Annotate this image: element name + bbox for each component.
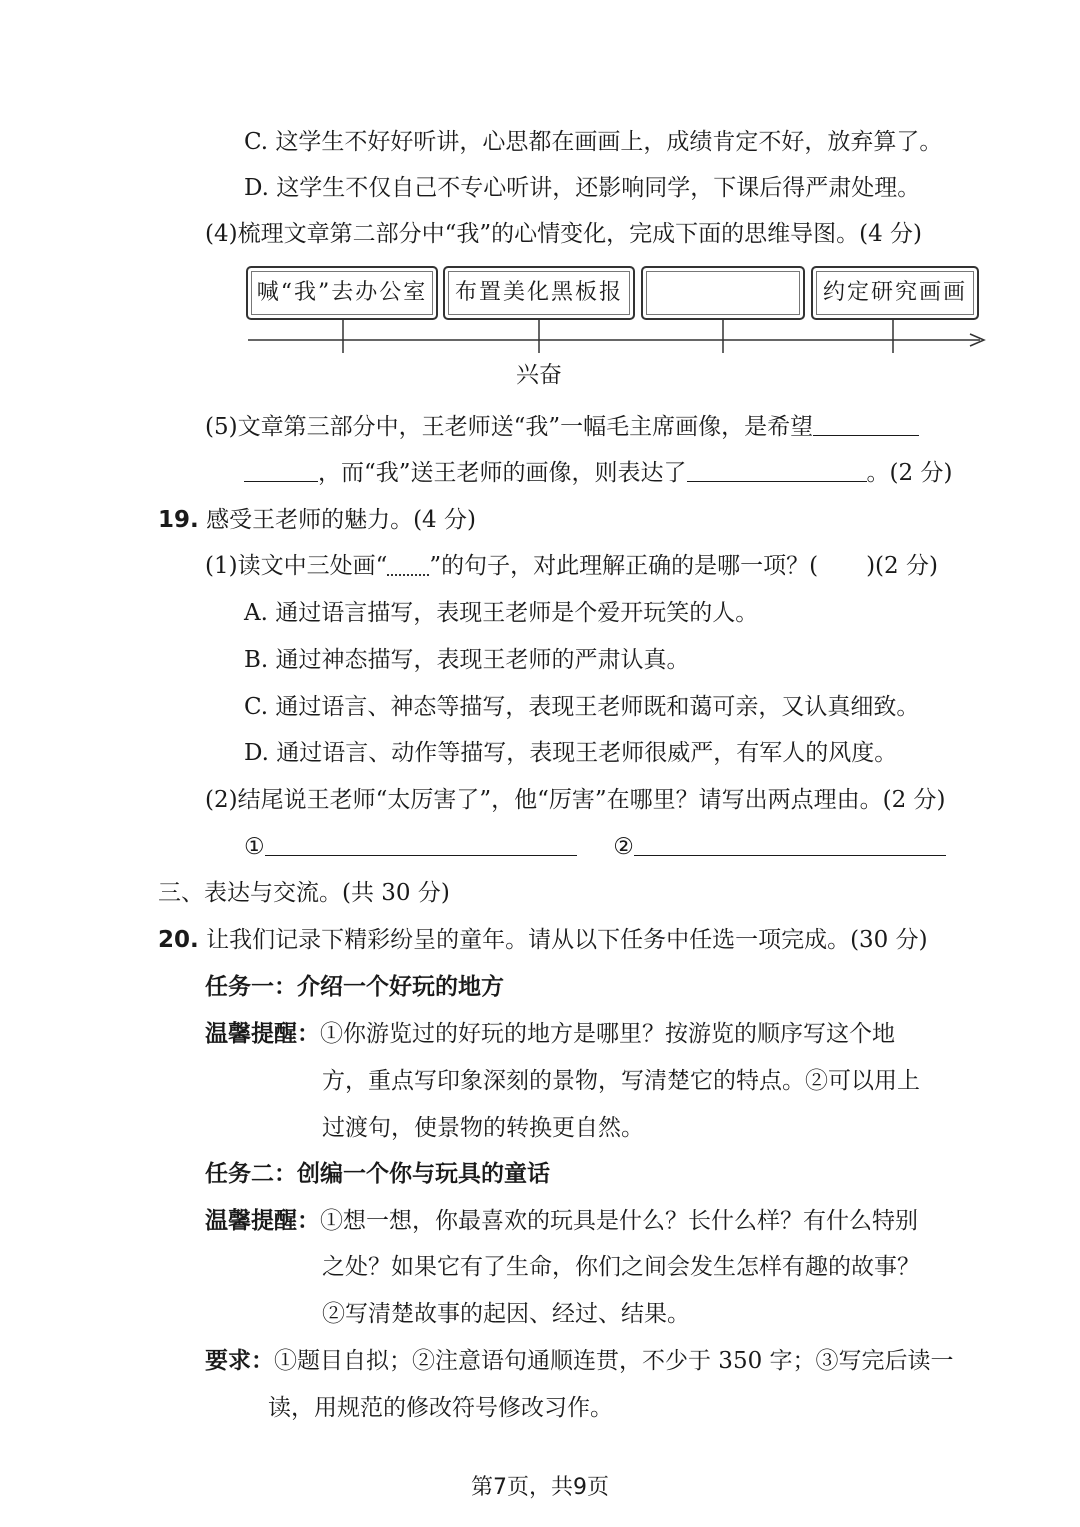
q18-sub5-text-a: (5)文章第三部分中，王老师送“我”一幅毛主席画像，是希望 bbox=[205, 414, 814, 440]
task2-tip-line3: ②写清楚故事的起因、经过、结果。 bbox=[322, 1301, 690, 1327]
task1-title: 任务一：介绍一个好玩的地方 bbox=[205, 974, 504, 1000]
requirements-line2: 读，用规范的修改符号修改习作。 bbox=[268, 1395, 613, 1421]
requirements-label: 要求： bbox=[205, 1348, 274, 1374]
q18-option-c: C. 这学生不好好听讲，心思都在画画上，成绩肯定不好，放弃算了。 bbox=[244, 129, 943, 155]
circle-mark-2: ② bbox=[613, 834, 634, 860]
mindmap-box-3 bbox=[641, 266, 805, 320]
answer-blank-19-2a[interactable] bbox=[265, 833, 577, 856]
task2-tip-text-1: ①想一想，你最喜欢的玩具是什么？长什么样？有什么特别 bbox=[320, 1208, 918, 1234]
task2-title: 任务二：创编一个你与玩具的童话 bbox=[205, 1161, 550, 1187]
q19-heading bbox=[158, 505, 476, 535]
mindmap-box-4: 约定研究画画 bbox=[811, 266, 979, 320]
page-number: 第7页，共9页 bbox=[471, 1475, 609, 1500]
q18-sub5-line2 bbox=[244, 458, 952, 488]
q19-option-c: C. 通过语言、神态等描写，表现王老师既和蔼可亲，又认真细致。 bbox=[244, 694, 920, 720]
q19-sub2: (2)结尾说王老师“太厉害了”，他“厉害”在哪里？请写出两点理由。(2 分) bbox=[205, 787, 946, 813]
q18-option-d: D. 这学生不仅自己不专心听讲，还影响同学，下课后得严肃处理。 bbox=[244, 175, 921, 201]
task2-tip-label: 温馨提醒： bbox=[205, 1208, 320, 1234]
q19-option-d: D. 通过语言、动作等描写，表现王老师很威严，有军人的风度。 bbox=[244, 740, 898, 766]
q20-title: 让我们记录下精彩纷呈的童年。请从以下任务中任选一项完成。(30 分) bbox=[206, 927, 928, 953]
q20-heading bbox=[158, 925, 928, 955]
mindmap-box-1: 喊“我”去办公室 bbox=[246, 266, 438, 320]
answer-blank-19-2b[interactable] bbox=[634, 833, 946, 856]
wavy-underline-mark bbox=[387, 554, 429, 576]
q19-option-b: B. 通过神态描写，表现王老师的严肃认真。 bbox=[244, 647, 690, 673]
q19-sub1-text-c: )(2 分) bbox=[866, 553, 938, 579]
task1-tip-label: 温馨提醒： bbox=[205, 1021, 320, 1047]
task2-tip-line1 bbox=[205, 1206, 918, 1236]
q18-sub5-text-b: ，而“我”送王老师的画像，则表达了 bbox=[318, 460, 687, 486]
mindmap-box-2: 布置美化黑板报 bbox=[443, 266, 635, 320]
task2-tip-line2: 之处？如果它有了生命，你们之间会发生怎样有趣的故事？ bbox=[322, 1254, 920, 1280]
requirements-line1 bbox=[205, 1346, 954, 1376]
q19-number: 19. bbox=[158, 507, 199, 533]
task1-tip-text-1: ①你游览过的好玩的地方是哪里？按游览的顺序写这个地 bbox=[320, 1021, 895, 1047]
circle-mark-1: ① bbox=[244, 834, 265, 860]
answer-blank-5c[interactable] bbox=[687, 459, 867, 482]
q19-option-a: A. 通过语言描写，表现王老师是个爱开玩笑的人。 bbox=[244, 600, 759, 626]
q18-sub5-text-c: 。(2 分) bbox=[866, 460, 953, 486]
task1-tip-line2: 方，重点写印象深刻的景物，写清楚它的特点。②可以用上 bbox=[322, 1068, 920, 1094]
task1-tip-line1 bbox=[205, 1019, 895, 1049]
q19-title: 感受王老师的魅力。(4 分) bbox=[206, 507, 476, 533]
q18-sub4: (4)梳理文章第二部分中“我”的心情变化，完成下面的思维导图。(4 分) bbox=[205, 221, 922, 247]
q19-sub1 bbox=[205, 551, 938, 581]
q19-sub1-text-a: (1)读文中三处画“ bbox=[205, 553, 388, 579]
answer-blank-5a[interactable] bbox=[813, 413, 919, 436]
requirements-text-1: ①题目自拟；②注意语句通顺连贯，不少于 350 字；③写完后读一 bbox=[274, 1348, 954, 1374]
q19-sub1-text-b: ”的句子，对此理解正确的是哪一项？( bbox=[429, 553, 819, 579]
task1-tip-line3: 过渡句，使景物的转换更自然。 bbox=[322, 1115, 644, 1141]
mindmap-label-excited: 兴奋 bbox=[516, 362, 562, 388]
q18-sub5-line1 bbox=[205, 412, 919, 442]
section-3-heading: 三、表达与交流。(共 30 分) bbox=[158, 880, 450, 906]
answer-blank-5b[interactable] bbox=[244, 459, 318, 482]
q19-answer-line bbox=[244, 832, 946, 862]
q20-number: 20. bbox=[158, 927, 199, 953]
